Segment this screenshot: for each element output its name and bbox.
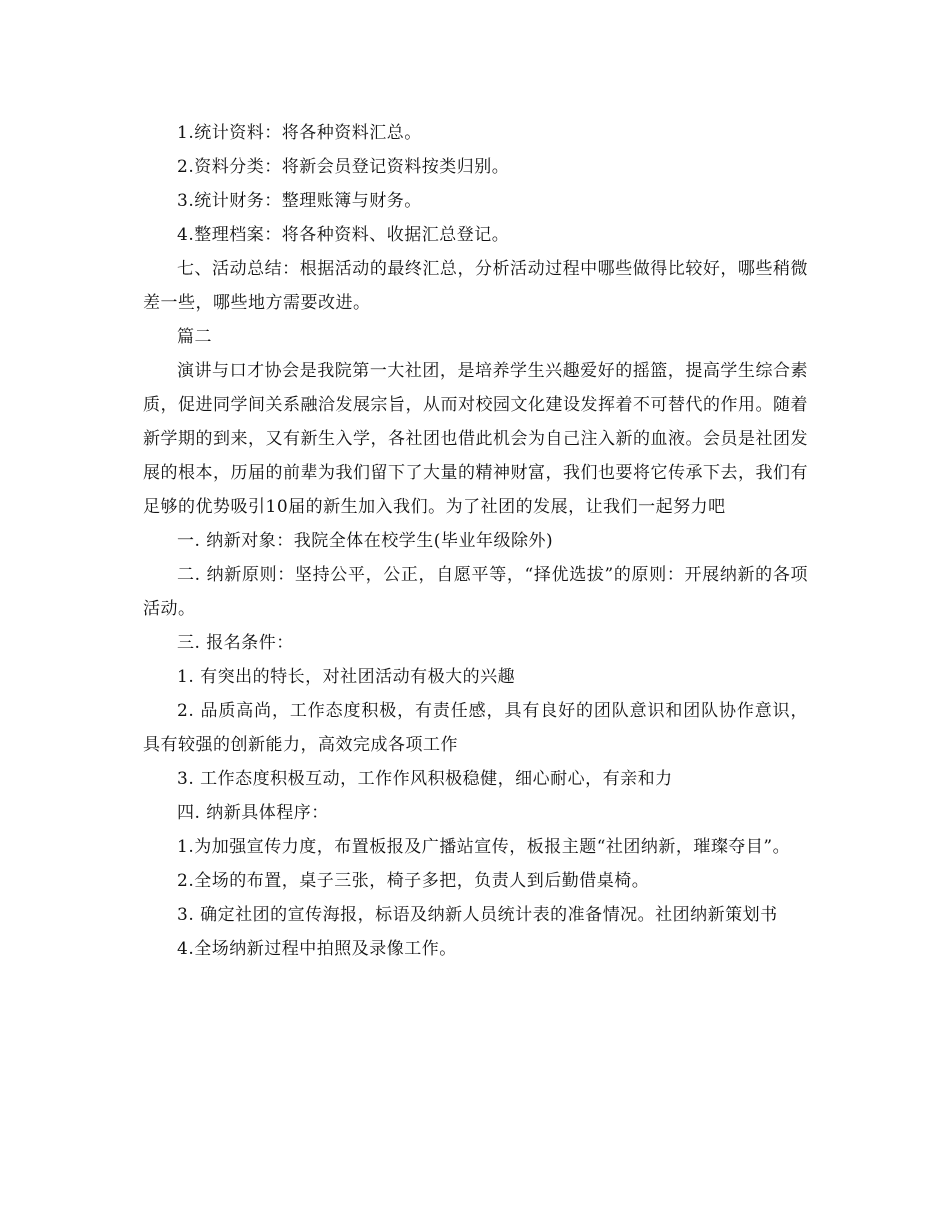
paragraph-procedure-1: 1.为加强宣传力度，布置板报及广播站宣传，板报主题“社团纳新，璀璨夺目”。 (177, 837, 791, 857)
paragraph-recruit-principle: 二. 纳新原则：坚持公平，公正，自愿平等，“择优选拔”的原则：开展纳新的各项活动。 (143, 565, 808, 619)
paragraph-recruit-target: 一. 纳新对象：我院全体在校学生(毕业年级除外) (177, 531, 554, 551)
paragraph-condition-3: 3. 工作态度积极互动，工作作风积极稳健，细心耐心，有亲和力 (177, 769, 673, 789)
paragraph-procedure-3: 3. 确定社团的宣传海报，标语及纳新人员统计表的准备情况。社团纳新策划书 (177, 905, 778, 925)
paragraph-condition-2: 2. 品质高尚，工作态度积极，有责任感，具有良好的团队意识和团队协作意识，具有较强的创新能力，高效完成各项工作 (143, 701, 808, 755)
paragraph-condition-1: 1. 有突出的特长，对社团活动有极大的兴趣 (177, 667, 516, 687)
paragraph-intro: 演讲与口才协会是我院第一大社团，是培养学生兴趣爱好的摇篮，提高学生综合素质，促进同学间关系融洽发展宗旨，从而对校园文化建设发挥着不可替代的作用。随着新学期的到来，又有新生入学，各社团也借此机会为自己注入新的血液。会员是社团发展的根本，历届的前辈为我们留下了大量的精神财富，我们也要将它传承下去，我们有足够的优势吸引10届的新生加入我们。为了社团的发展，让我们一起努力吧 (143, 361, 808, 517)
paragraph-procedure-heading: 四. 纳新具体程序： (177, 803, 329, 823)
paragraph-signup-conditions-heading: 三. 报名条件： (177, 633, 294, 653)
section-heading-part-two: 篇二 (177, 327, 212, 347)
paragraph-data-classify: 2.资料分类：将新会员登记资料按类归别。 (177, 157, 510, 177)
paragraph-stat-data: 1.统计资料：将各种资料汇总。 (177, 123, 422, 143)
paragraph-stat-finance: 3.统计财务：整理账簿与财务。 (177, 191, 422, 211)
paragraph-procedure-2: 2.全场的布置，桌子三张，椅子多把，负责人到后勤借桌椅。 (177, 871, 650, 891)
paragraph-archive: 4.整理档案：将各种资料、收据汇总登记。 (177, 225, 510, 245)
paragraph-procedure-4: 4.全场纳新过程中拍照及录像工作。 (177, 939, 457, 959)
paragraph-activity-summary: 七、活动总结：根据活动的最终汇总，分析活动过程中哪些做得比较好，哪些稍微差一些，哪些地方需要改进。 (143, 259, 808, 313)
document-body (143, 116, 808, 966)
